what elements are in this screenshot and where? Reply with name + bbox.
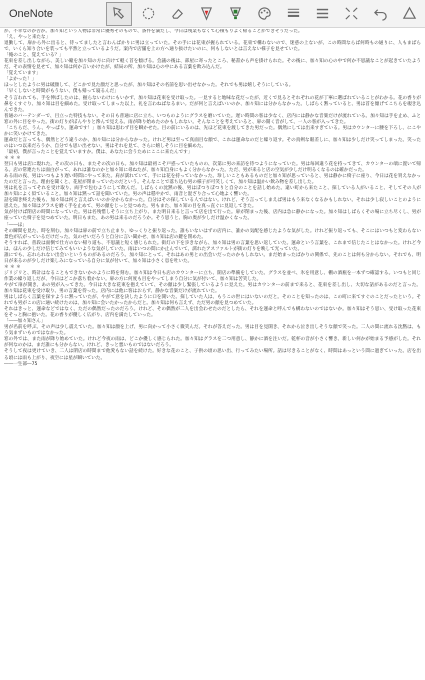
dotted-select-button[interactable] xyxy=(135,2,161,26)
note-paragraph: 普通のバーテンダーで、目立った特技もない。その日も普通に店に立ち、いつものようにグラスを磨いていた。遅い時間の客は少なく、店内には静かな音楽だけが流れている。加々知は手を止め、ふと窓の外に目をやった。街の灯りがぼんやりと滲んで見える。雨が降り始めたのかもしれない。そんなことを考えていると、扉の開く音がして、一人の客が入ってきた。 xyxy=(4,113,421,125)
line-weight-button[interactable] xyxy=(280,2,306,26)
lasso-select-button[interactable] xyxy=(106,2,132,26)
note-paragraph: が、不幸なのか否か。加々知という人物は非常に優秀そのもので、条件を満たし、今日は残業もなくて心積もりよく帰ることができそうだった。 xyxy=(4,29,303,34)
note-paragraph: 「え、やっと来たな」 xyxy=(4,35,51,41)
note-paragraph: そうすれば、普段は面倒で仕方のない帰り道も、不思議と短く感じられた。街灯の下を歩きながら、加々知は男の言葉を思い返していた。運命という言葉を、これまで信じたことはなかった。けれど今は、ほんの少しだけ信じてみてもいいような気がしていた。雨はいつの間にか止んでいて、濡れたアスファルトが街の灯りを映して光っていた。 xyxy=(4,240,421,252)
undo-button[interactable] xyxy=(367,2,393,26)
note-paragraph: 男が名前を呼ぶ。その声は少し震えていた。加々知は顔を上げ、男に向かって小さく微笑んだ。それが答えだった。男は目を見開き、それから泣き出しそうな顔で笑った。二人の間に流れる沈黙は、もう気まずいものではなかった。 xyxy=(4,325,421,337)
section-separator: ＊ ＊ ＊ xyxy=(4,264,21,270)
full-screen-icon xyxy=(344,6,359,21)
color-palette-button[interactable] xyxy=(251,2,277,26)
note-paragraph: そうして夜は更けていき、二人は閉店の時間まで他愛もない話を続けた。好きな花のこと、子供の頃の思い出、行ってみたい場所。話は尽きることがなく、時間はあっという間に過ぎていった。店を出る頃には雨も上がり、夜空には星が瞬いていた。 xyxy=(4,349,421,361)
note-paragraph: ――一生部―75 xyxy=(4,361,38,367)
eraser-icon xyxy=(170,6,185,21)
note-paragraph: ある雨の夜、男はいつもより遅い時間にやって来た。肩が濡れていて、手には花を持っていなかった。珍しいこともあるものだと加々知が思っていると、男は静かに椅子に座り、今日は花を買えなかったのだと言った。理由を聞くと、花屋が閉まっていたのだという。そんなことで落ち込む男の様子が可笑しくて、加々知は温かい飲み物を差し出した。 xyxy=(4,174,421,186)
note-paragraph: ジリジリと、時計はなることもできないかのように時を刻む。加々知は今日も店のカウンターに立ち、開店の準備をしていた。グラスを並べ、氷を用意し、棚の酒瓶を一本ずつ確認する。いつもと同じ作業の繰り返しだが、今日はどこか落ち着かない。扉の方に何度も目をやってしまう自分に気が付いて、加々知は苦笑した。 xyxy=(4,270,421,282)
tool-group xyxy=(106,2,425,26)
eraser-button[interactable] xyxy=(164,2,190,26)
note-paragraph: 窓の外では、また雨が降り始めていた。けれど今夜の雨は、どこか優しく感じられた。加々知はグラスを二つ用意し、静かに酒を注いだ。乾杯の音が小さく響き、新しい何かが始まる予感がした。それが何なのかは、まだ誰にも分からない。けれど、きっと悪いものではないだろう。 xyxy=(4,337,421,349)
toolbar xyxy=(0,0,425,28)
note-paragraph: 翌日も男は店に現れた。その次の日も、またその次の日も。加々知は最初こそ戸惑っていたものの、次第に男の来訪を待つようになっていた。男は毎回違う花を持ってきて、カウンターの端に置いて帰る。店の常連たちは面白がって、あれは誰なのかと加々知に尋ねたが、加々知自身にもよく分からなかった。ただ、男が来ると店の空気が少しだけ明るくなるのは確かだった。 xyxy=(4,162,421,174)
note-paragraph: 「よかった！」 xyxy=(4,77,37,83)
note-paragraph: その瞬間を見た、時を刻む。加々知は扉の前で立ち止まり、ゆっくりと振り返った。誰もいないはずの店内に、誰かの気配を感じたような気がした。けれど振り返っても、そこにはいつもと変わらない景色が広がっているだけだった。気のせいだろうと自分に言い聞かせ、加々知は店の鍵を閉めた。 xyxy=(4,228,421,240)
note-paragraph: 退勤して、扉から外に出ると、待ってましたと言わんばかりに男は立っていた。その手には花束が握られている。花束で構わないので、迷惑の上ないが、この時間ならば何時もの通りに、人もまばらで、いくら知り合いを装っても平然と立っているようだ。案内で店舗を上の方へ通り抜けたいのに、何もしないとは言えない様子を見せていた。 xyxy=(4,41,421,53)
app-title: OneNote xyxy=(9,7,54,20)
note-paragraph: 「こちらだ、うん、やっぱり。運命です！」加々知は思わず目を瞬かせた。目の前にいるのは、先ほど花束を渡してきた男だった。偶然にしては出来すぎている。男はカウンターに腰を下ろし、にこやかに笑いかけてきた。 xyxy=(4,125,421,137)
undo-icon xyxy=(373,6,388,21)
red-pen-icon xyxy=(199,6,214,21)
green-highlighter-icon xyxy=(228,6,243,21)
note-paragraph: 男は礼を言ってそれを受け取り、両手で包むようにして飲んだ。しばらくの沈黙の後、男はぽつりぽつりと自分のことを話し始めた。遠い町から来たこと、探している人がいること、そしてその人が加々知によく似ていること。加々知は黙って話を聞いていた。男の声は穏やかで、雨音と混ざり合って心地よく響いた。 xyxy=(4,186,421,198)
note-paragraph: 「――ほ」 xyxy=(4,222,27,228)
shape-icon xyxy=(402,6,417,21)
note-paragraph: 「俺のこと、覚えている？」 xyxy=(4,53,64,59)
note-paragraph: 花束を差し出しながら、美しい瞳を加々知の方に向けて軽く首を傾げる。会議の後は、部屋に寄ったところ、秘書から声を掛けられた。その後に、加々知の心の中で何か不思議なことが起きていたようだ。その表情を見せて、加々知は何か言いかけたが、結局の所、加々知は心の中にある言葉を飲み込んだ。 xyxy=(4,59,421,71)
note-paragraph: 話を聞き終えた後も、加々知は何と言えばいいのか分からなかった。自分はその探している人ではない。けれど、そう言ってしまえば男はもう来なくなるかもしれない。それは少し寂しいことのように思えた。加々知はグラスを磨く手を止めて、男の顔をじっと見つめた。男もまた、加々知の目を真っ直ぐに見返してきた。 xyxy=(4,198,421,210)
section-separator: ＊ ＊ ＊ xyxy=(4,155,21,161)
color-palette-icon xyxy=(257,6,272,21)
shape-button[interactable] xyxy=(396,2,422,26)
note-paragraph: 誰にでも、忘れられない出会いというものがあるのだろう。加々知にとって、それはあの男との出会いだったのかもしれない。まだ始まったばかりの関係で、先のことは何も分からない。それでも、明日が来るのが少しだけ楽しみになっている自分に気が付いて、加々知は小さく息を吐いた。 xyxy=(4,252,421,264)
dotted-select-icon xyxy=(141,6,156,21)
menu-icon xyxy=(315,6,330,21)
note-paragraph: 運命だと言っても、偶然とどう違うのか、加々知には分からなかった。けれど男は至って真面目な顔で、これは運命なのだと繰り返す。その真剣な眼差しに、加々知は少しだけ笑ってしまった。笑ったのはいつ以来だろうか、自分でも思い出せない。男はそれを見て、さらに嬉しそうに目を細めた。 xyxy=(4,137,421,149)
note-paragraph: 「最初、僕が言ったことを覚えていますか。僕は、あなたに会うためにここに来たんです」 xyxy=(4,149,193,155)
note-paragraph: やがて扉が開き、あの男が入ってきた。今日は大きな花束を抱えていて、その顔は少し緊張しているように見えた。男はカウンターの前まで来ると、花束を差し出し、大切な話があるのだと言った。加々知は花束を受け取り、男の言葉を待った。店内には他に客はおらず、静かな音楽だけが流れていた。 xyxy=(4,282,421,295)
note-page[interactable] xyxy=(4,29,421,679)
note-paragraph: 「覚えています」 xyxy=(4,71,41,77)
note-paragraph: そう言われても、手を伸ばしたのは、握らないわけにもいかず、加々知は花束を受け取った。一見すると地味な花だったが、近くで見るとそれぞれの花が丁寧に選ばれていることがわかる。花の香りが鼻をくすぐり、加々知は目を細めた。受け取ってしまった以上、礼を言わねばなるまい。だが何と言えばいいのか、加々知には分からなかった。しばらく黙っていると、男は首を傾げてこちらを覗き込んできた。 xyxy=(4,95,421,113)
menu-button[interactable] xyxy=(309,2,335,26)
full-screen-button[interactable] xyxy=(338,2,364,26)
note-paragraph: 気が付けば閉店の時間になっていた。男は名残惜しそうに立ち上がり、また明日来ると言って店を出て行った。扉が閉まった後、店内は急に静かになった。加々知はしばらくその場に立ち尽くし、男が座っていた椅子を見つめていた。明日もまた、あの男は来るのだろうか。そう思うと、胸の奥が少しだけ温かくなった。 xyxy=(4,210,421,222)
red-pen-button[interactable] xyxy=(193,2,219,26)
green-highlighter-button[interactable] xyxy=(222,2,248,26)
lasso-select-icon xyxy=(112,6,127,21)
line-weight-icon xyxy=(286,6,301,21)
note-paragraph: 「――加々知さん」 xyxy=(4,319,46,325)
note-paragraph: それはきっと、運命などではなく、ただの偶然だったのだろう。けれど、その偶然が二人を出会わせたのだとしたら、それを運命と呼んでも構わないのではないか。加々知はそう思い、受け取った花束をそっと胸に抱いた。花の香りが優しく広がり、店内を満たしていった。 xyxy=(4,307,421,319)
note-paragraph: 男はしばらく言葉を探すように黙っていたが、やがて意を決したように口を開いた。探していた人は、もうこの世にはいないのだと。そのことを知ったのは、この町に来てすぐのことだったという。それでも男がこの店に通い続けたのは、加々知に会いたかったからだと。加々知は何も言えず、ただ男の顔を見つめていた。 xyxy=(4,295,421,307)
note-paragraph: ほっとしたように男は破顔して、どこかで見た顔だと思ったが、加々知はその名前を思い出せなかった。それでも男は嬉しそうにしている。 xyxy=(4,83,294,89)
note-paragraph: 「早くしないと時間がもうない、僕も帰って寝るんだ」 xyxy=(4,89,119,95)
